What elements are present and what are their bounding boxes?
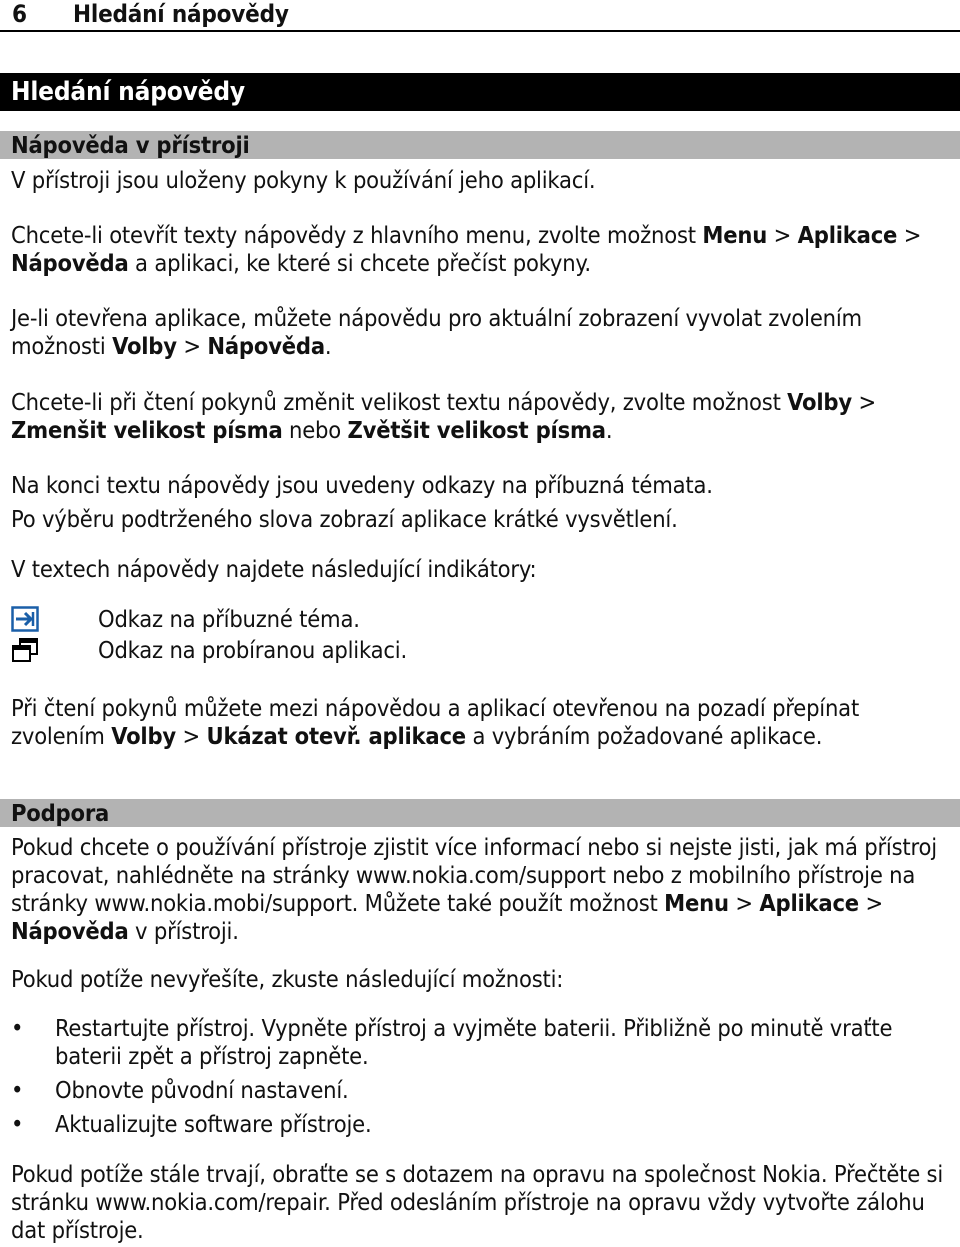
related-topic-arrow-icon [11,606,39,632]
menu-path-item: Volby [112,332,177,360]
menu-path-item: Aplikace [797,221,898,249]
paragraph-repair: Pokud potíže stále trvají, obraťte se s dotazem na opravu na společnost Nokia. Přečtěte si stránku www.nokia.com/repair. Před odesláním přístroje na opravu vždy vytvořte zálohu dat přístroje. [11,1160,944,1244]
section-title: Podpora [11,799,110,827]
menu-path-item: Nápověda [207,332,325,360]
menu-path-item: Volby [111,722,176,750]
list-item-text: Obnovte původní nastavení. [55,1076,349,1104]
menu-path-item: Volby [787,388,852,416]
paragraph-context-help: Je-li otevřena aplikace, můžete nápovědu pro aktuální zobrazení vyvolat zvolením možnosti Volby > Nápověda. [11,304,862,360]
menu-path-item: Zmenšit velikost písma [11,416,283,444]
running-title: Hledání nápovědy [73,0,289,28]
chapter-heading [0,73,960,111]
bullet-marker: • [11,1076,24,1104]
indicator-row [11,605,951,633]
paragraph: Po výběru podtrženého slova zobrazí aplikace krátké vysvětlení. [11,505,678,533]
open-application-windows-icon [11,637,39,663]
menu-path-item: Aplikace [759,889,859,917]
indicator-label: Odkaz na probíranou aplikaci. [98,636,407,664]
chapter-title: Hledání nápovědy [11,77,245,107]
menu-path-item: Menu [702,221,768,249]
paragraph: V přístroji jsou uloženy pokyny k používání jeho aplikací. [11,166,596,194]
menu-path-item: Menu [664,889,729,917]
menu-path-item: Zvětšit velikost písma [347,416,606,444]
paragraph-open-help: Chcete-li otevřít texty nápovědy z hlavního menu, zvolte možnost Menu > Aplikace > Nápověda a aplikaci, ke které si chcete přečíst pokyny. [11,221,922,277]
paragraph-switch-apps: Při čtení pokynů můžete mezi nápovědou a aplikací otevřenou na pozadí přepínat zvolením Volby > Ukázat otevř. aplikace a vybráním požadované aplikace. [11,694,860,750]
bullet-marker: • [11,1110,24,1138]
list-item-text: Restartujte přístroj. Vypněte přístroj a vyjměte baterii. Přibližně po minutě vraťte baterii zpět a přístroj zapněte. [55,1014,893,1070]
indicator-row [11,636,951,664]
paragraph: V textech nápovědy najdete následující indikátory: [11,555,537,583]
paragraph-support-info: Pokud chcete o používání přístroje zjistit více informací nebo si nejste jisti, jak má přístroj pracovat, nahlédněte na stránky www.nokia.com/support nebo z mobilního přístroje na stránky www.nokia.mobi/support. Můžete také použít možnost Menu > Aplikace > Nápověda v přístroji. [11,833,937,945]
section-heading-support [0,799,960,827]
paragraph: Na konci textu nápovědy jsou uvedeny odkazy na příbuzná témata. [11,471,713,499]
bullet-marker: • [11,1014,24,1042]
menu-path-item: Nápověda [11,249,129,277]
list-item-text: Aktualizujte software přístroje. [55,1110,372,1138]
menu-path-item: Ukázat otevř. aplikace [206,722,466,750]
paragraph-font-size: Chcete-li při čtení pokynů změnit velikost textu nápovědy, zvolte možnost Volby > Zmenšit velikost písma nebo Zvětšit velikost písma. [11,388,876,444]
paragraph: Pokud potíže nevyřešíte, zkuste následující možnosti: [11,965,564,993]
page-header [0,0,960,32]
section-heading-help [0,131,960,159]
menu-path-item: Nápověda [11,917,129,945]
page-number: 6 [12,0,27,28]
section-title: Nápověda v přístroji [11,131,250,159]
indicator-label: Odkaz na příbuzné téma. [98,605,360,633]
